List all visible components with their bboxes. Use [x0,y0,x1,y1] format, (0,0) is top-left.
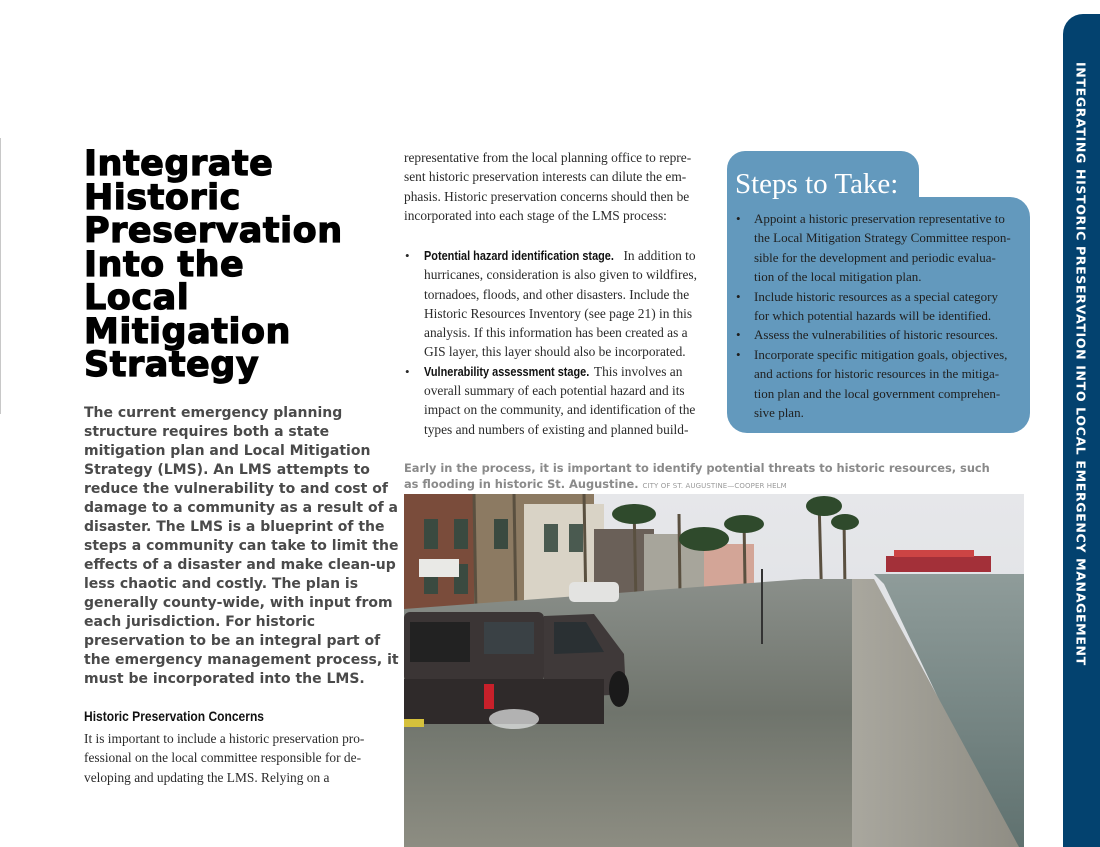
caption-line: as flooding in historic St. Augustine. [404,477,639,491]
step-line: Assess the vulnerabilities of historic resources. [754,327,999,343]
body-line: It is important to include a historic preservation pro- [84,731,365,746]
step-item [735,345,1025,423]
step-item [735,325,1025,344]
article-title [84,144,384,385]
step-line: the Local Mitigation Strategy Committee respon- [754,230,1011,246]
body-text-middle [404,148,704,225]
photo-boat [886,556,991,572]
title-line: Strategy [84,345,260,385]
step-line: sive plan. [754,405,804,421]
stage-line: hurricanes, consideration is also given to wildfires, [424,267,697,283]
stage-line: Historic Resources Inventory (see page 21) in this [424,305,693,321]
section-side-label: INTEGRATING HISTORIC PRESERVATION INTO LOCAL EMERGENCY MANAGEMENT [1073,62,1089,666]
bullet-icon: • [736,288,741,304]
title-line: Historic [84,177,241,218]
bullet-icon: • [736,327,741,343]
stage-item-vulnerability-assessment [404,362,704,439]
stage-item-hazard-identification [404,246,704,362]
intro-line: must be incorporated into the LMS. [84,671,365,687]
photo-credit: CITY OF ST. AUGUSTINE—COOPER HELM [642,482,787,490]
step-line: sible for the development and periodic evalua- [754,249,996,265]
stage-lead: Vulnerability assessment stage. [424,363,590,379]
step-line: tion of the local mitigation plan. [754,269,922,285]
title-line: Integrate [84,144,274,184]
body-line: sent historic preservation interests can dilute the em- [404,169,687,185]
title-line: Preservation [84,211,343,251]
body-line: phasis. Historic preservation concerns should then be [404,188,690,204]
photo-caption [404,460,990,494]
stage-line: impact on the community, and identification of the [424,402,696,418]
intro-line: generally county-wide, with input from [84,595,393,611]
flood-photo [404,494,1024,847]
intro-line: less chaotic and costly. The plan is [84,576,359,592]
intro-line: effects of a disaster and make clean-up [84,557,396,573]
stage-line: tornadoes, floods, and other disasters. Include the [424,286,690,302]
intro-line: damage to a community as a result of a [84,500,398,516]
intro-line: steps a community can take to limit the [84,538,399,554]
title-line: Local [84,278,190,318]
stage-list [404,246,704,439]
intro-line: The current emergency planning [84,405,343,421]
bullet-icon: • [736,346,741,362]
step-item [735,209,1025,287]
step-line: and actions for historic resources in the mitiga- [754,366,1000,382]
photo-car [569,582,619,602]
intro-line: mitigation plan and Local Mitigation [84,443,371,459]
step-line: Appoint a historic preservation representative to [754,211,1005,226]
body-line: fessional on the local committee responsible for de- [84,750,362,766]
stage-line: analysis. If this information has been created as a [424,325,688,341]
step-line: Include historic resources as a special category [754,288,999,304]
body-line: representative from the local planning office to repre- [404,150,692,165]
bullet-icon: • [736,211,741,226]
flood-photo-image [404,494,1024,847]
intro-line: structure requires both a state [84,424,330,440]
intro-paragraph [84,404,399,689]
title-line: Into the [84,244,245,285]
step-line: tion plan and the local government comprehen- [754,385,1001,401]
photo-truck [404,612,629,729]
stage-line: GIS layer, this layer should also be incorporated. [424,344,686,360]
stage-line: types and numbers of existing and planned build- [424,421,689,437]
caption-line: Early in the process, it is important to identify potential threats to historic resources, such [404,461,990,475]
bullet-icon: • [405,248,410,263]
body-line: veloping and updating the LMS. Relying on a [84,769,330,785]
intro-line: each jurisdiction. For historic [84,614,316,630]
intro-line: Strategy (LMS). An LMS attempts to [84,462,370,478]
step-line: for which potential hazards will be identified. [754,308,992,324]
stage-text: This involves an [590,363,683,379]
section-subhead: Historic Preservation Concerns [84,708,264,724]
step-item [735,287,1025,326]
steps-title: Steps to Take: [735,168,899,200]
intro-line: preservation to be an integral part of [84,633,381,649]
stage-line: overall summary of each potential hazard and its [424,383,685,399]
stage-lead: Potential hazard identification stage. [424,248,614,263]
intro-line: disaster. The LMS is a blueprint of the [84,519,385,535]
intro-line: the emergency management process, it [84,652,399,668]
intro-line: reduce the vulnerability to and cost of [84,481,388,497]
title-line: Mitigation [84,311,291,352]
stage-text: In addition to [620,248,696,263]
body-line: incorporated into each stage of the LMS process: [404,207,667,223]
steps-list [735,209,1025,422]
body-text-left [84,729,384,787]
bullet-icon: • [405,363,410,379]
page-edge-rule [0,138,1,414]
step-line: Incorporate specific mitigation goals, objectives, [754,346,1008,362]
